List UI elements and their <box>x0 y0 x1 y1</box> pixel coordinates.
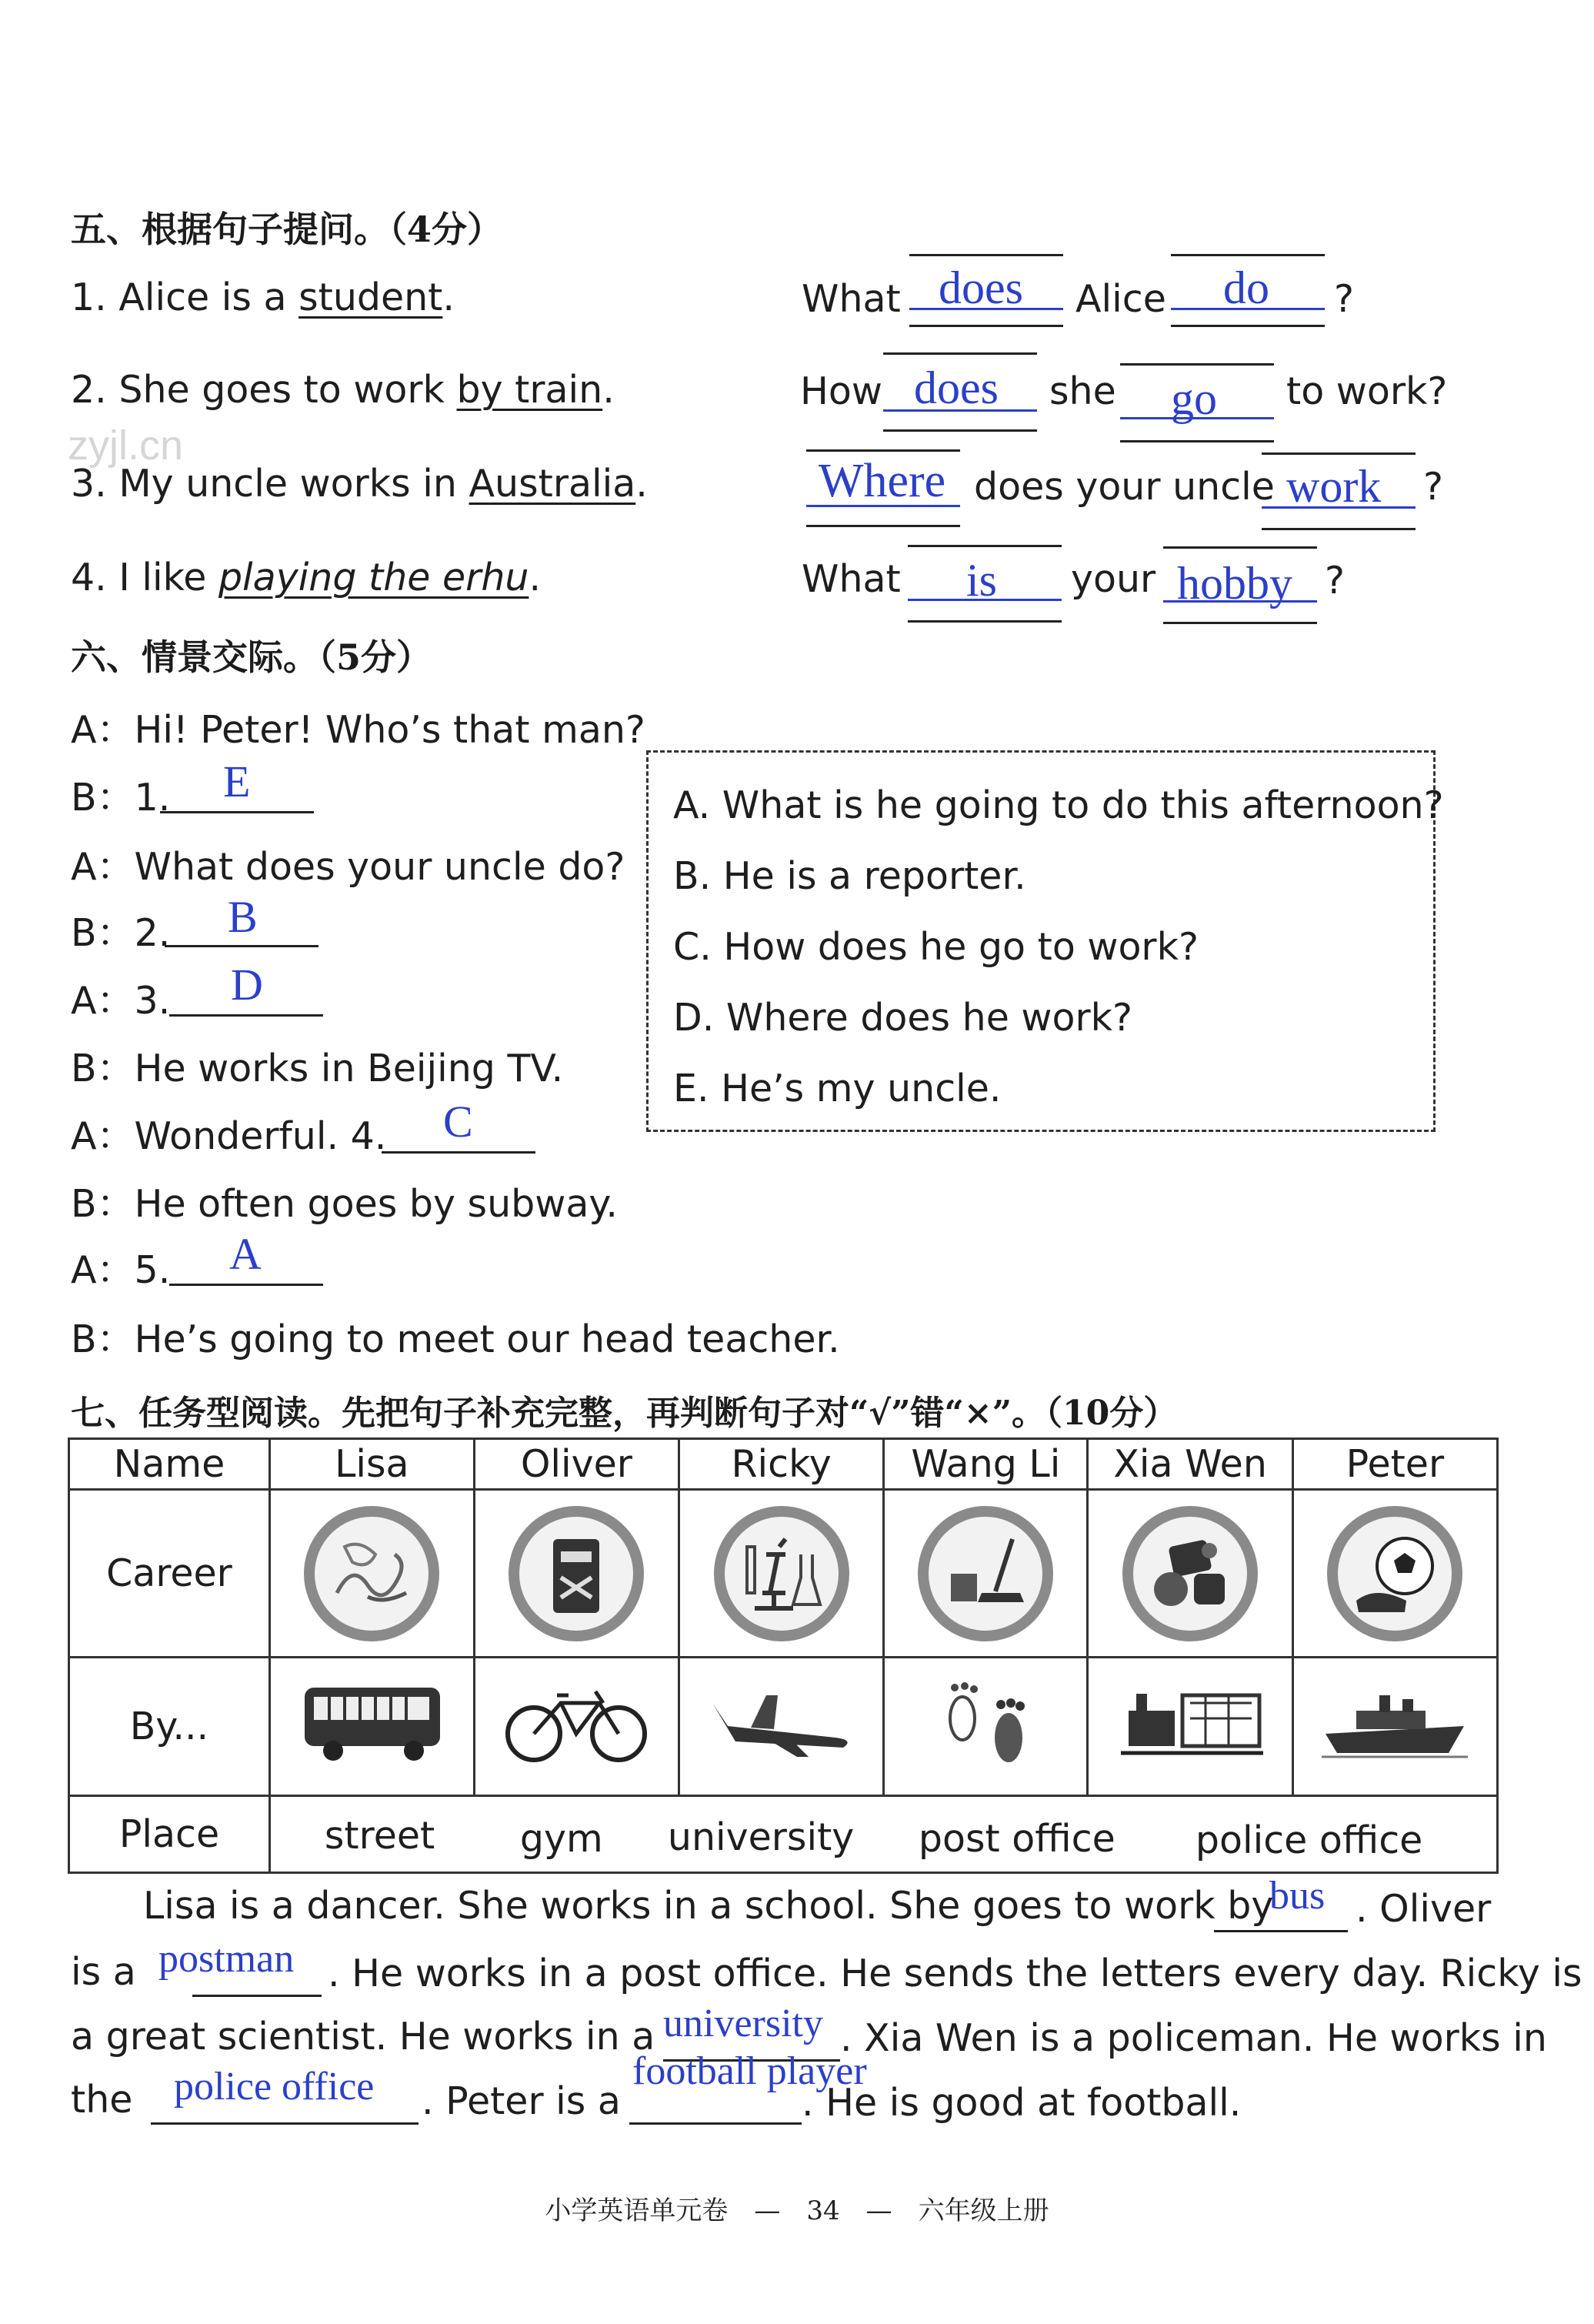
header-ricky: Ricky <box>679 1439 883 1490</box>
dancer-icon <box>304 1506 439 1641</box>
option-e: E. He’s my uncle. <box>673 1067 1002 1110</box>
option-a: A. What is he going to do this afternoon? <box>673 783 1444 827</box>
s6-line6: B：He works in Beijing TV. <box>71 1047 564 1090</box>
places-cell <box>269 1796 1497 1873</box>
football-player-icon <box>1327 1506 1462 1641</box>
s6-line5: A：3. <box>71 979 171 1023</box>
s6-answer-5: A <box>229 1229 262 1279</box>
bus-icon <box>298 1680 445 1765</box>
s5-item1: 1. Alice is a student. <box>71 275 455 319</box>
header-xia-wen: Xia Wen <box>1088 1439 1292 1490</box>
s5-q1-alice: Alice <box>1075 277 1166 321</box>
s5-item3: 3. My uncle works in Australia. <box>71 462 648 506</box>
passage-answer-postman: postman <box>158 1937 295 1981</box>
policeman-icon <box>1122 1506 1258 1641</box>
options-box <box>646 750 1444 1132</box>
s5-a1-does: does <box>939 262 1023 313</box>
option-b: B. He is a reporter. <box>673 854 1026 898</box>
section5-title: 五、根据句子提问。（4分） <box>71 209 503 250</box>
place-row <box>69 1796 1498 1873</box>
ship-icon <box>1318 1680 1472 1765</box>
s5-a4-is: is <box>966 555 998 606</box>
s5-item2: 2. She goes to work by train. <box>71 368 615 412</box>
page-footer: 小学英语单元卷 — 34 — 六年级上册 <box>545 2195 1049 2226</box>
scientist-icon <box>714 1506 849 1641</box>
row-label-career: Career <box>69 1490 270 1658</box>
s6-line8: B：He often goes by subway. <box>71 1182 618 1226</box>
bike-icon <box>499 1680 653 1765</box>
s5-a4-hobby: hobby <box>1177 558 1292 609</box>
cleaner-icon <box>918 1506 1053 1641</box>
s6-line4: B：2. <box>71 911 171 955</box>
header-wang-li: Wang Li <box>884 1439 1088 1490</box>
s5-a3-work: work <box>1286 461 1382 512</box>
option-d: D. Where does he work? <box>673 996 1133 1040</box>
career-table <box>68 1437 1499 1874</box>
s5-a2-does: does <box>914 362 999 413</box>
passage-line3: a great scientist. He works in a <box>71 2015 655 2059</box>
transport-row <box>69 1658 1498 1796</box>
place-police-office: police office <box>1195 1818 1423 1862</box>
header-oliver: Oliver <box>474 1439 679 1490</box>
header-lisa: Lisa <box>269 1439 474 1490</box>
s6-answer-4: C <box>443 1097 473 1147</box>
place-gym: gym <box>519 1817 603 1861</box>
s6-answer-3: D <box>231 960 263 1010</box>
s6-line10: B：He’s going to meet our head teacher. <box>71 1317 840 1361</box>
passage-line2: . He works in a post office. He sends the letters every day. Ricky is <box>328 1952 1582 1995</box>
passage-answer-police-office: police office <box>174 2065 375 2109</box>
s6-answer-2: B <box>228 892 258 942</box>
passage-answer-football-player: football player <box>632 2049 867 2093</box>
s5-a1-do: do <box>1223 262 1269 313</box>
foot-icon <box>928 1672 1043 1772</box>
passage-answer-bus: bus <box>1269 1874 1326 1918</box>
place-street: street <box>324 1814 435 1858</box>
s5-a2-go: go <box>1171 373 1217 424</box>
table-header-row <box>69 1439 1498 1490</box>
s6-line9: A：5. <box>71 1248 171 1292</box>
s6-answer-1: E <box>223 756 251 806</box>
s6-line7: A：Wonderful. 4. <box>71 1114 387 1158</box>
passage-answer-university: university <box>663 2002 823 2045</box>
row-label-by: By... <box>69 1658 270 1796</box>
header-name: Name <box>69 1439 270 1490</box>
s6-line3: A：What does your uncle do? <box>71 845 625 889</box>
s6-line2: B：1. <box>71 776 171 820</box>
option-c: C. How does he go to work? <box>673 925 1199 969</box>
s5-q1-what: What <box>802 277 901 321</box>
s5-a3-where: Where <box>819 455 946 507</box>
s5-item4: 4. I like playing the erhu. <box>71 556 542 599</box>
s6-line1: A：Hi! Peter! Who’s that man? <box>71 708 645 752</box>
passage-line1: Lisa is a dancer. She works in a school. She goes to work by <box>143 1884 1274 1928</box>
career-row <box>69 1490 1498 1658</box>
section7-title: 七、任务型阅读。先把句子补充完整，再判断句子对“√”错“×”。（10分） <box>71 1394 1178 1433</box>
watermark: zyjl.cn <box>68 422 184 469</box>
place-post-office: post office <box>918 1817 1115 1861</box>
row-label-place: Place <box>69 1796 270 1873</box>
plane-icon <box>705 1680 859 1765</box>
train-icon <box>1113 1680 1267 1765</box>
section6-title: 六、情景交际。（5分） <box>71 636 432 678</box>
postman-icon <box>509 1506 644 1641</box>
header-peter: Peter <box>1292 1439 1497 1490</box>
place-university: university <box>667 1815 855 1859</box>
